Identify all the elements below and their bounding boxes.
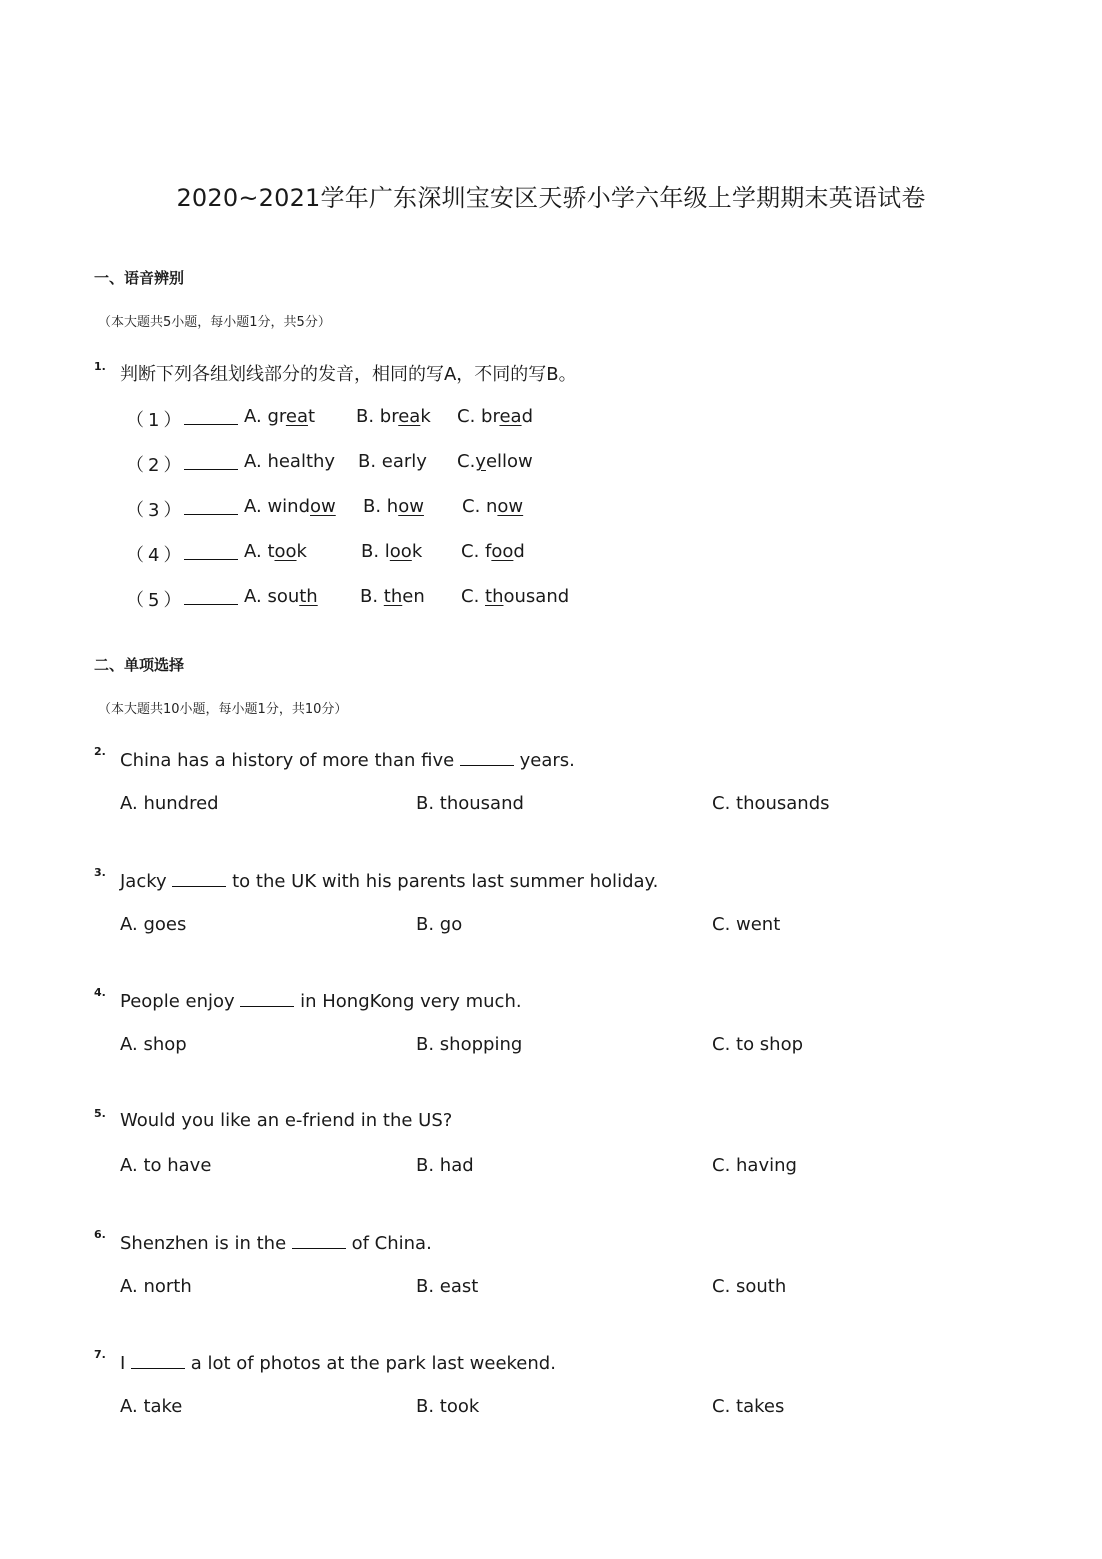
option-c: C.yellow [457, 451, 533, 472]
option-a[interactable]: A. shop [120, 1034, 187, 1055]
option-c[interactable]: C. having [712, 1155, 797, 1176]
option-a: A. healthy [244, 451, 336, 472]
answer-blank[interactable] [184, 541, 238, 560]
question-number: 6. [94, 1228, 106, 1241]
option-b: B. break [356, 406, 431, 427]
question-text: I a lot of photos at the park last weekend. [120, 1353, 556, 1374]
answer-blank[interactable] [184, 496, 238, 515]
answer-blank[interactable] [131, 1351, 185, 1369]
item-label: （2） [126, 455, 186, 476]
option-b[interactable]: B. east [416, 1276, 479, 1297]
option-b: B. how [363, 496, 424, 517]
option-b: B. look [361, 541, 423, 562]
option-c[interactable]: C. south [712, 1276, 787, 1297]
question-text: Jacky to the UK with his parents last summer holiday. [120, 871, 659, 892]
question-number: 3. [94, 866, 106, 879]
section-note-choice: （本大题共10小题，每小题1分，共10分） [98, 702, 348, 717]
question-number: 4. [94, 986, 106, 999]
question-text: China has a history of more than five years. [120, 750, 575, 771]
answer-blank[interactable] [184, 451, 238, 470]
option-a: A. great [244, 406, 316, 427]
option-b: B. then [360, 586, 425, 607]
question-number: 5. [94, 1107, 106, 1120]
question-number: 1. [94, 360, 106, 373]
option-b[interactable]: B. thousand [416, 793, 524, 814]
option-b: B. early [358, 451, 427, 472]
answer-blank[interactable] [172, 869, 226, 887]
option-a: A. took [244, 541, 307, 562]
item-label: （3） [126, 500, 186, 521]
item-label: （5） [126, 590, 186, 611]
option-c: C. thousand [461, 586, 570, 607]
answer-blank[interactable] [460, 748, 514, 766]
option-a[interactable]: A. hundred [120, 793, 219, 814]
option-b[interactable]: B. took [416, 1396, 480, 1417]
option-c: C. bread [457, 406, 533, 427]
section-heading-phonics: 一、语音辨别 [94, 269, 185, 287]
question-text: Would you like an e-friend in the US? [120, 1110, 453, 1131]
option-a[interactable]: A. north [120, 1276, 192, 1297]
item-label: （4） [126, 545, 186, 566]
option-c[interactable]: C. went [712, 914, 781, 935]
option-c[interactable]: C. takes [712, 1396, 785, 1417]
page-title: 2020~2021学年广东深圳宝安区天骄小学六年级上学期期末英语试卷 [176, 184, 926, 212]
option-a[interactable]: A. to have [120, 1155, 212, 1176]
question-text: Shenzhen is in the of China. [120, 1233, 432, 1254]
section-heading-choice: 二、单项选择 [94, 656, 185, 674]
option-a[interactable]: A. goes [120, 914, 187, 935]
answer-blank[interactable] [184, 586, 238, 605]
answer-blank[interactable] [292, 1231, 346, 1249]
option-b[interactable]: B. go [416, 914, 463, 935]
option-c[interactable]: C. thousands [712, 793, 830, 814]
answer-blank[interactable] [184, 406, 238, 425]
answer-blank[interactable] [240, 989, 294, 1007]
option-a[interactable]: A. take [120, 1396, 183, 1417]
question-number: 7. [94, 1348, 106, 1361]
question-text: People enjoy in HongKong very much. [120, 991, 522, 1012]
option-c: C. now [462, 496, 524, 517]
option-b[interactable]: B. had [416, 1155, 474, 1176]
question-text: 判断下列各组划线部分的发音，相同的写A，不同的写B。 [120, 364, 577, 385]
option-a: A. window [244, 496, 336, 517]
option-c[interactable]: C. to shop [712, 1034, 804, 1055]
item-label: （1） [126, 410, 186, 431]
section-note-phonics: （本大题共5小题，每小题1分，共5分） [98, 315, 331, 330]
option-c: C. food [461, 541, 525, 562]
option-b[interactable]: B. shopping [416, 1034, 523, 1055]
question-number: 2. [94, 745, 106, 758]
option-a: A. south [244, 586, 318, 607]
